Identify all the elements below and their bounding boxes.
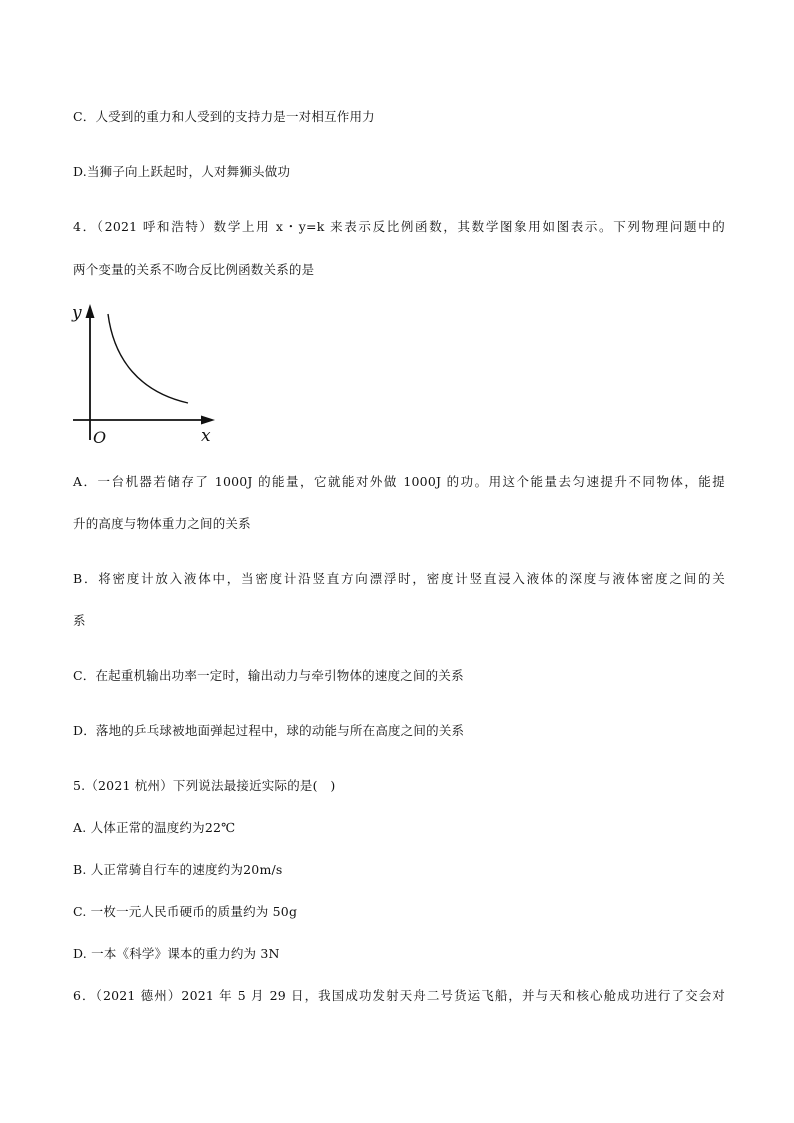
x-axis-arrow (201, 416, 215, 425)
inverse-curve (108, 314, 188, 403)
q4-option-b-line-2: 系 (73, 613, 86, 628)
x-axis-label: x (201, 426, 211, 446)
q3-option-c: C．人受到的重力和人受到的支持力是一对相互作用力 (73, 109, 375, 124)
inverse-function-graph (70, 300, 220, 450)
q3-option-d: D.当狮子向上跃起时，人对舞狮头做功 (73, 164, 291, 179)
y-axis-arrow (86, 304, 95, 318)
q5-option-d: D. 一本《科学》课本的重力约为 3N (73, 946, 280, 961)
q5-option-b: B. 人正常骑自行车的速度约为20m/s (73, 862, 283, 877)
q5-option-a: A. 人体正常的温度约为22℃ (73, 820, 236, 835)
q4-option-b-line-1: B．将密度计放入液体中，当密度计沿竖直方向漂浮时，密度计竖直浸入液体的深度与液体密度之间的关 (73, 571, 725, 586)
q5-stem: 5.（2021 杭州）下列说法最接近实际的是( ) (73, 778, 336, 793)
q4-option-d: D．落地的乒乓球被地面弹起过程中，球的动能与所在高度之间的关系 (73, 723, 465, 738)
q4-option-a-line-1: A．一台机器若储存了 1000J 的能量，它就能对外做 1000J 的功。用这个能量去匀速提升不同物体，能提 (73, 474, 725, 489)
graph-svg (70, 300, 220, 450)
q4-stem-line-2: 两个变量的关系不吻合反比例函数关系的是 (73, 262, 315, 277)
y-axis-label: y (72, 303, 82, 323)
q6-stem-line-1: 6．（2021 德州）2021 年 5 月 29 日，我国成功发射天舟二号货运飞船，并与天和核心舱成功进行了交会对 (73, 988, 725, 1003)
q4-option-c: C．在起重机输出功率一定时，输出动力与牵引物体的速度之间的关系 (73, 668, 464, 683)
origin-label: O (93, 428, 107, 447)
q5-option-c: C. 一枚一元人民币硬币的质量约为 50g (73, 904, 298, 919)
q4-stem-line-1: 4．（2021 呼和浩特）数学上用 x・y=k 来表示反比例函数，其数学图象用如图表示。下列物理问题中的 (73, 219, 725, 234)
q4-option-a-line-2: 升的高度与物体重力之间的关系 (73, 516, 251, 531)
